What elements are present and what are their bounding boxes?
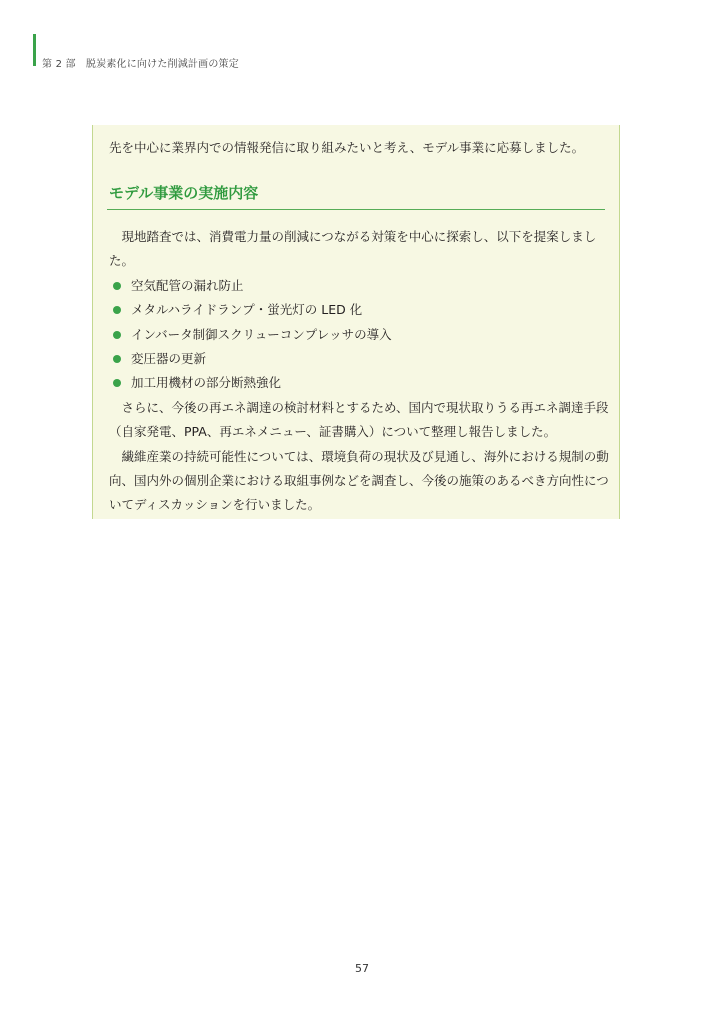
section-body xyxy=(109,225,609,518)
list-item-text: 変圧器の更新 xyxy=(131,351,207,367)
list-item xyxy=(109,323,609,347)
bullet-icon xyxy=(113,355,121,363)
list-item-text: 加工用機材の部分断熱強化 xyxy=(131,375,282,391)
list-item xyxy=(109,371,609,395)
page-number: 57 xyxy=(355,962,369,975)
bullet-icon xyxy=(113,331,121,339)
renewable-paragraph: さらに、今後の再エネ調達の検討材料とするため、国内で現状取りうる再エネ調達手段（自家発電、PPA、再エネメニュー、証書購入）について整理し報告しました。 xyxy=(109,399,609,440)
list-item xyxy=(109,347,609,371)
list-item xyxy=(109,298,609,322)
sustainability-paragraph: 繊維産業の持続可能性については、環境負荷の現状及び見通し、海外における規制の動向、国内外の個別企業における取組事例などを調査し、今後の施策のあるべき方向性についてディスカッションを行いました。 xyxy=(109,448,609,513)
section-divider xyxy=(107,209,605,210)
bullet-icon xyxy=(113,282,121,290)
list-item-text: メタルハライドランプ・蛍光灯の LED 化 xyxy=(131,302,363,318)
list-item-text: インバータ制御スクリューコンプレッサの導入 xyxy=(131,326,392,342)
list-item-text: 空気配管の漏れ防止 xyxy=(131,277,244,293)
bullet-icon xyxy=(113,306,121,314)
proposal-list xyxy=(109,274,609,396)
lead-paragraph: 先を中心に業界内での情報発信に取り組みたいと考え、モデル事業に応募しました。 xyxy=(109,140,585,155)
section-heading: モデル事業の実施内容 xyxy=(109,184,259,202)
chapter-accent-bar xyxy=(33,34,36,66)
chapter-header: 第 2 部 脱炭素化に向けた削減計画の策定 xyxy=(42,59,239,70)
intro-paragraph: 現地踏査では、消費電力量の削減につながる対策を中心に探索し、以下を提案しました。 xyxy=(109,229,597,269)
list-item xyxy=(109,274,609,298)
case-study-panel xyxy=(92,125,620,519)
bullet-icon xyxy=(113,379,121,387)
